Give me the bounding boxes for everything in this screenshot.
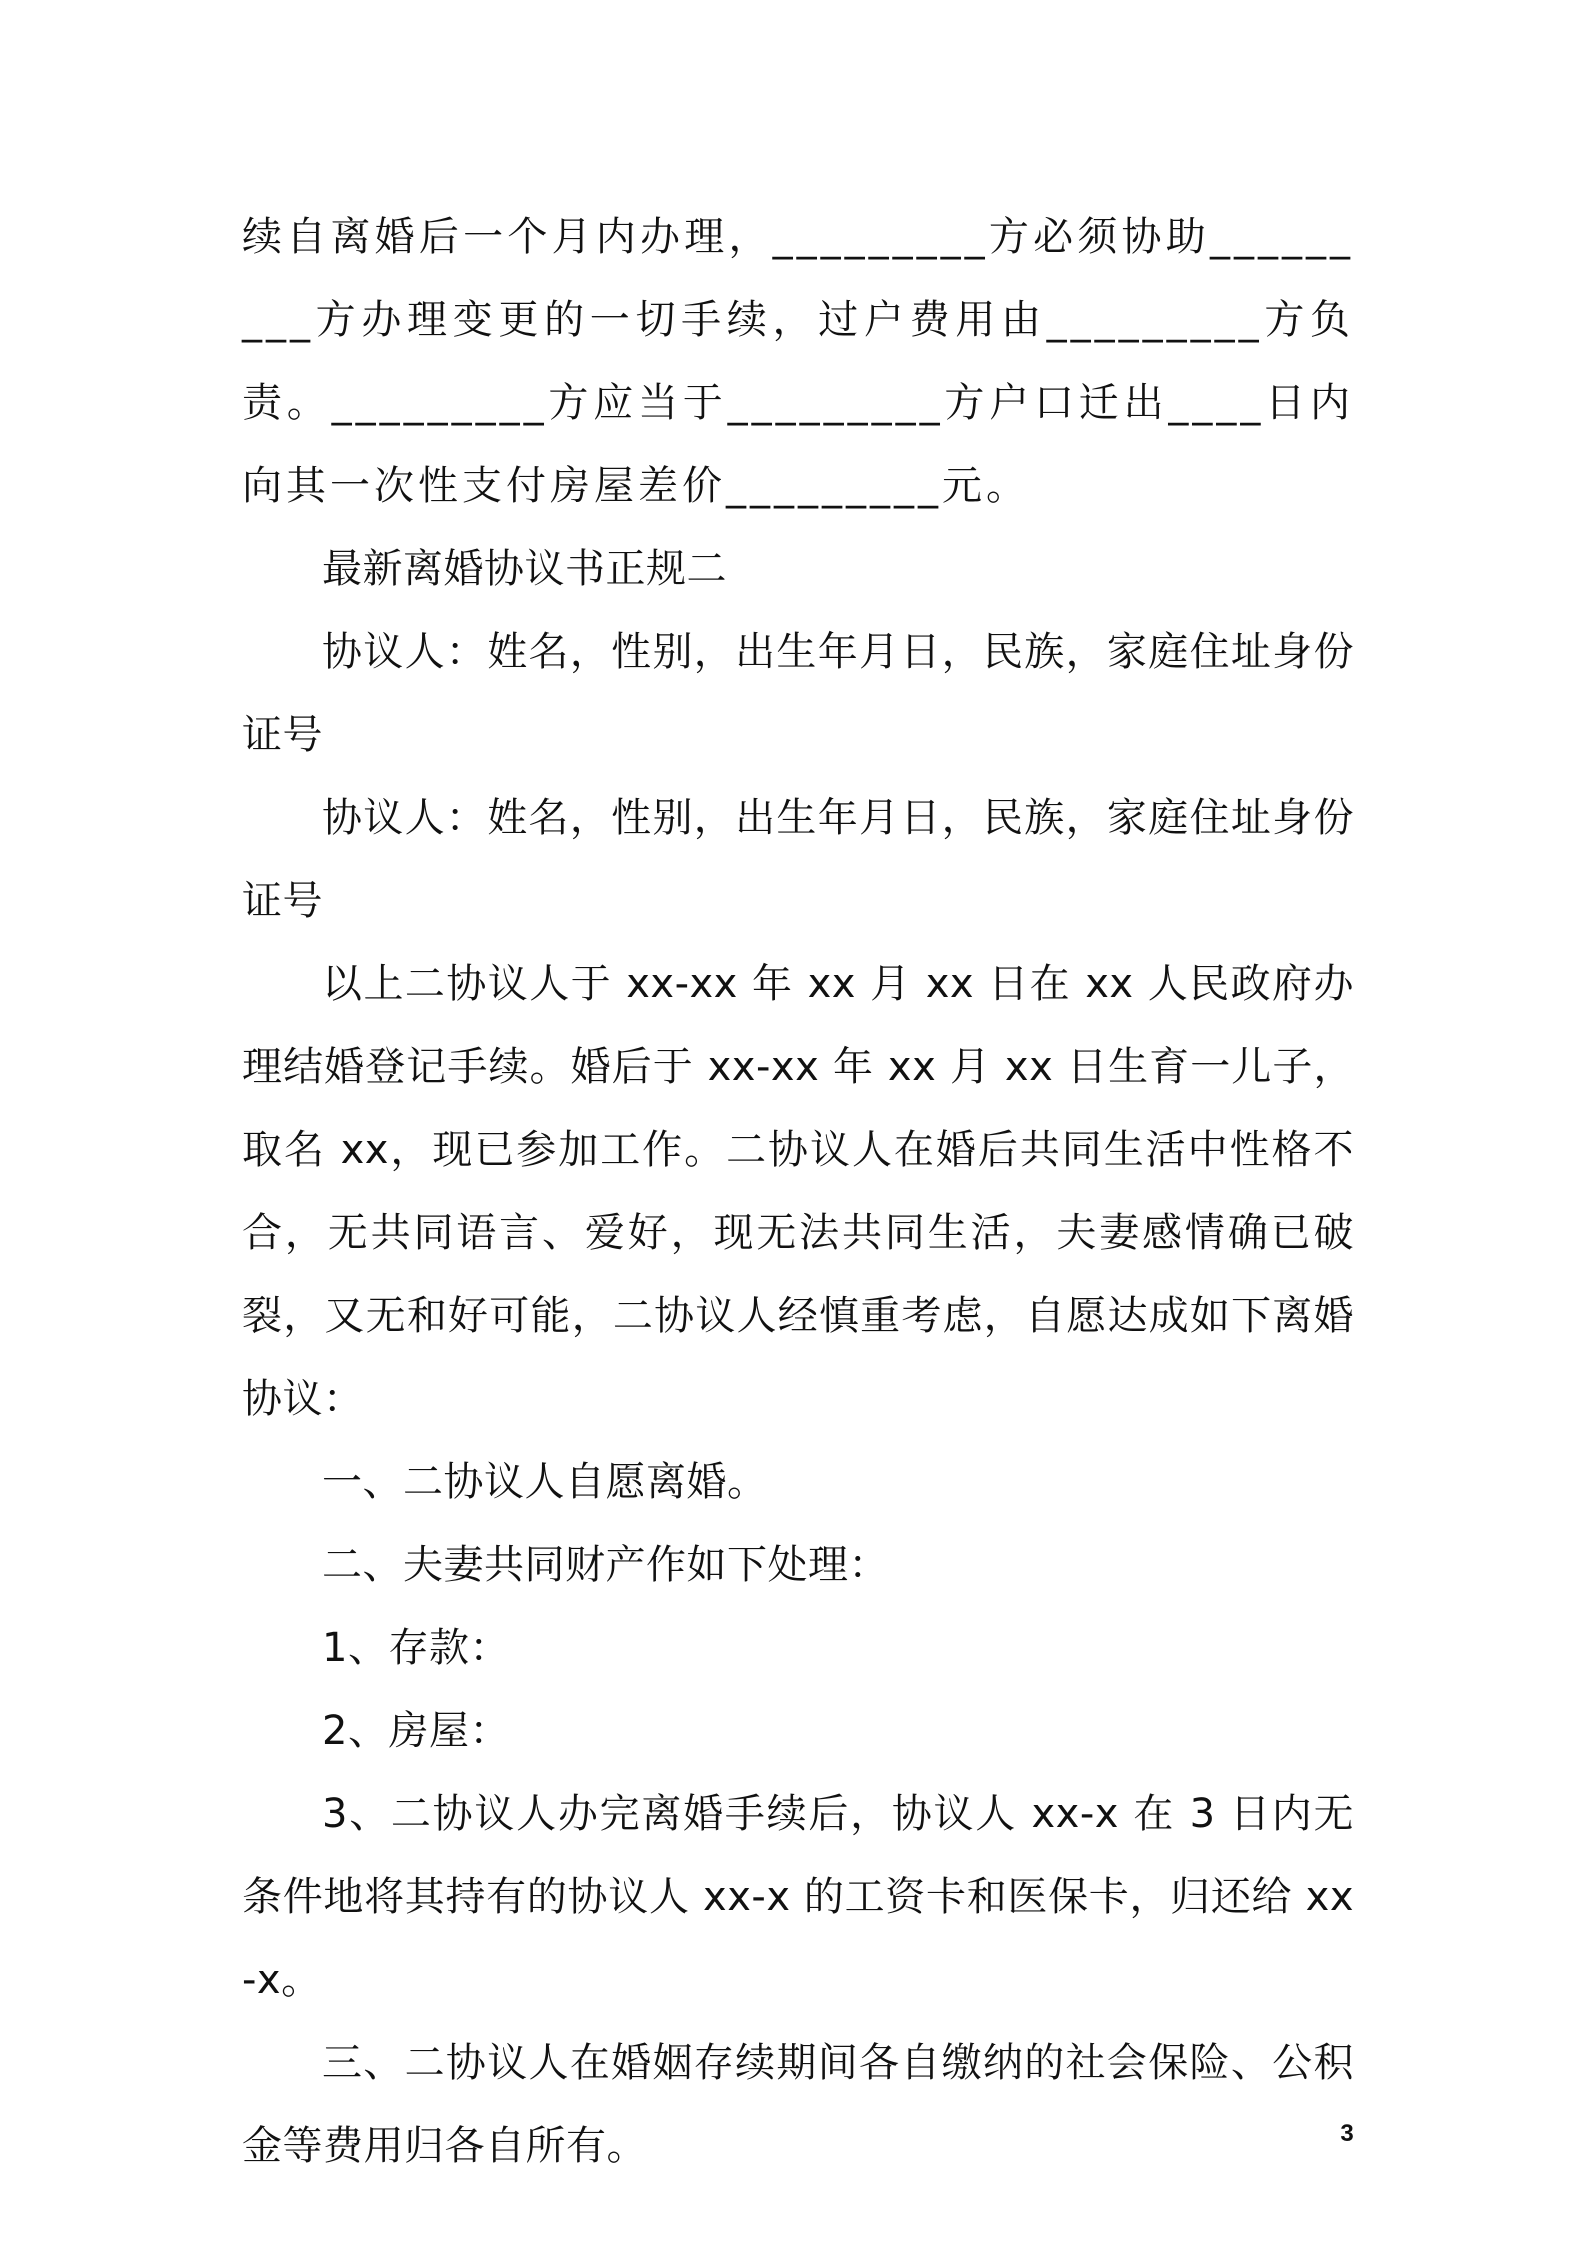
clause-two: 二、夫妻共同财产作如下处理： [322, 1542, 889, 1588]
section-heading: 最新离婚协议书正规二 [322, 546, 727, 592]
item-house: 2、房屋： [322, 1708, 510, 1754]
clause-three: 三、二协议人在婚姻存续期间各自缴纳的社会保险、公积金等费用归各自所有。 [242, 2040, 1354, 2169]
paragraph-party-one: 协议人：姓名，性别，出生年月日，民族，家庭住址身份证号 [242, 629, 1354, 758]
page-number: 3 [1340, 2120, 1354, 2147]
paragraph-house-transfer: 续自离婚后一个月内办理，_________方必须协助_________方办理变更的一切手续，过户费用由_________方负责。_________方应当于_________方户口迁出____日内向其一次性支付房屋差价_________元。 [242, 214, 1354, 509]
paragraph-party-two: 协议人：姓名，性别，出生年月日，民族，家庭住址身份证号 [242, 795, 1354, 924]
clause-one: 一、二协议人自愿离婚。 [322, 1459, 768, 1505]
item-cards: 3、二协议人办完离婚手续后，协议人 xx-x 在 3 日内无条件地将其持有的协议人 xx-x 的工资卡和医保卡，归还给 xx-x。 [242, 1791, 1354, 2003]
document-body [242, 196, 1354, 2188]
item-deposits: 1、存款： [322, 1625, 510, 1671]
paragraph-marriage-background: 以上二协议人于 xx-xx 年 xx 月 xx 日在 xx 人民政府办理结婚登记手续。婚后于 xx-xx 年 xx 月 xx 日生育一儿子，取名 xx，现已参加工作。二协议人在婚后共同生活中性格不合，无共同语言、爱好，现无法共同生活，夫妻感情确已破裂，又无和好可能，二协议人经慎重考虑，自愿达成如下离婚协议： [242, 961, 1354, 1422]
